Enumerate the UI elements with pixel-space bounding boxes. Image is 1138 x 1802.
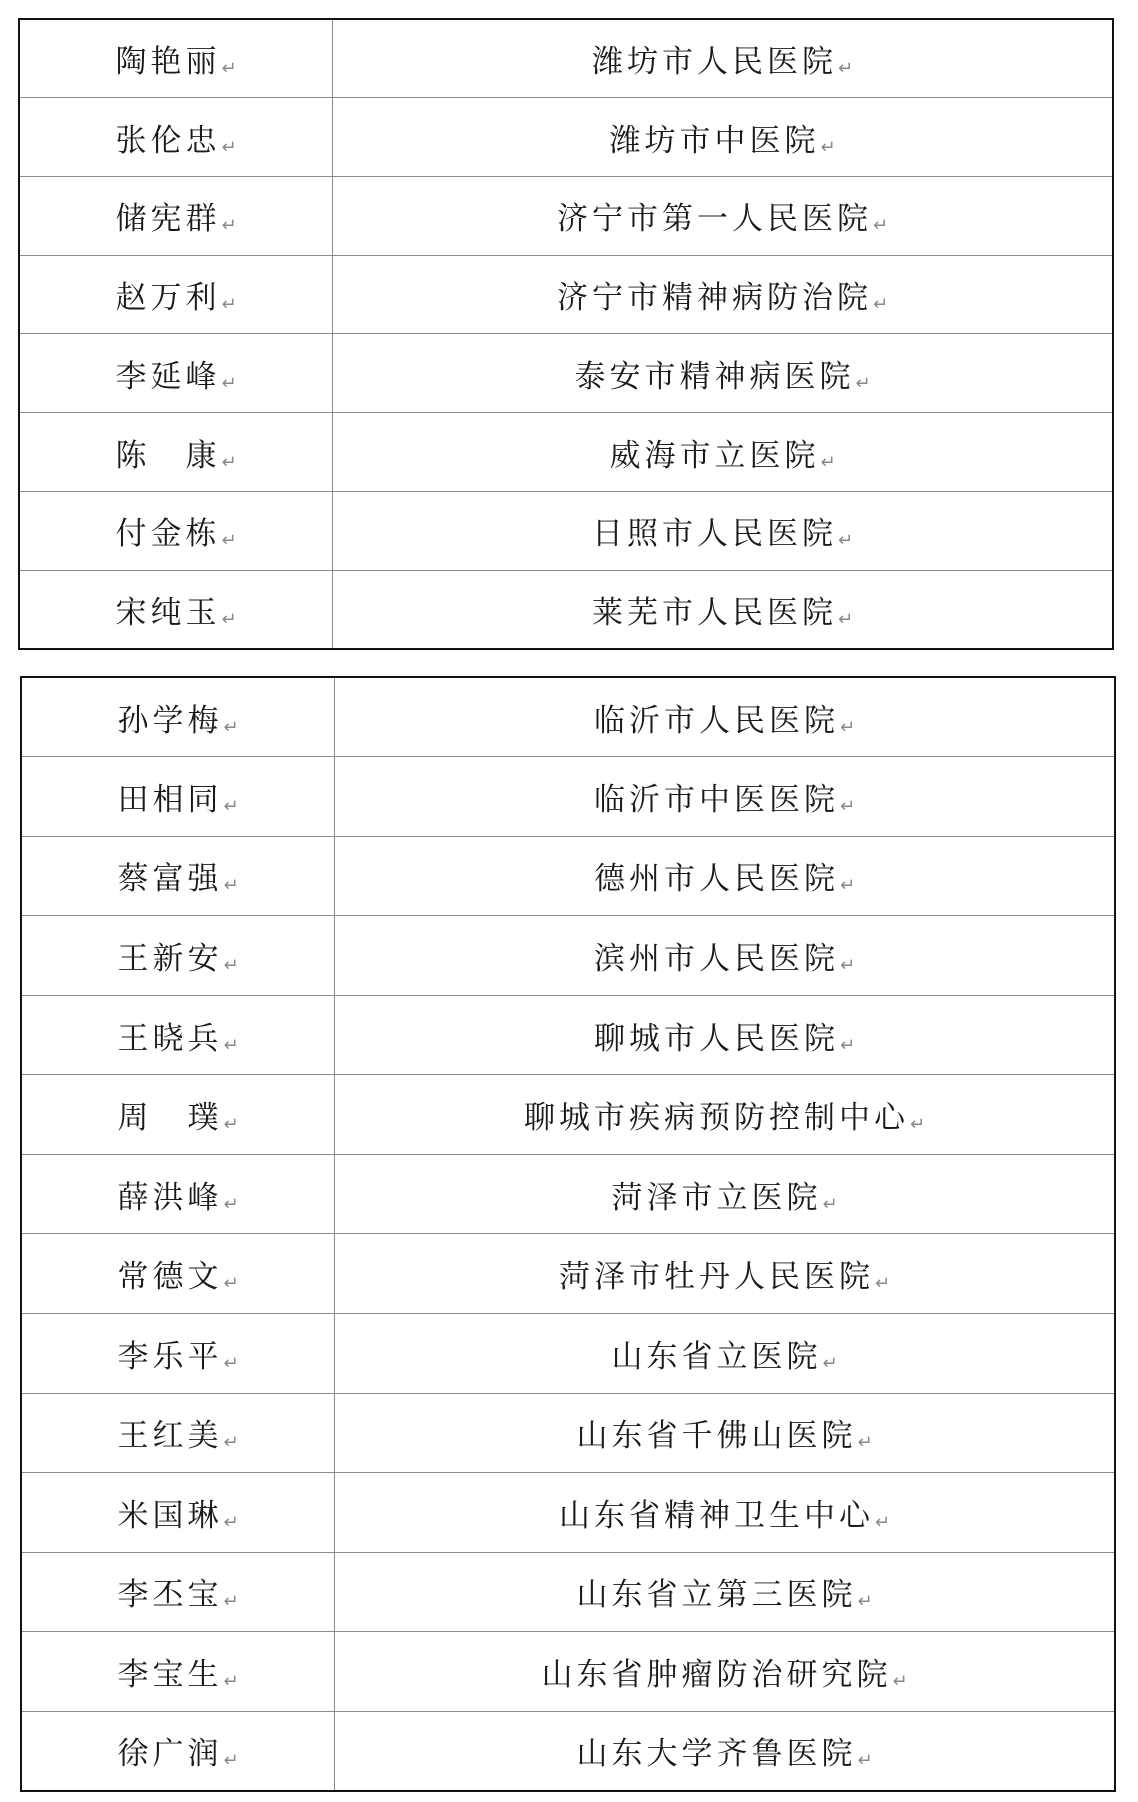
organization-cell [333, 491, 1113, 570]
organization-cell [335, 1632, 1115, 1712]
person-name: 李乐平 [117, 1338, 223, 1375]
table-row [20, 334, 1112, 413]
organization-name: 聊城市疾病预防控制中心 [523, 1100, 909, 1137]
table-row [20, 177, 1112, 256]
name-cell [20, 20, 333, 98]
name-cell [22, 995, 335, 1075]
name-cell [20, 334, 333, 413]
paragraph-mark-icon: ↵ [221, 530, 237, 552]
table-row [22, 1473, 1114, 1553]
organization-cell [335, 1234, 1115, 1314]
paragraph-mark-icon: ↵ [872, 294, 889, 316]
paragraph-mark-icon: ↵ [223, 1114, 239, 1136]
paragraph-mark-icon: ↵ [223, 1273, 239, 1295]
table-row [22, 1314, 1114, 1394]
name-cell [22, 916, 335, 996]
organization-name: 滨州市人民医院 [593, 941, 839, 978]
paragraph-mark-icon: ↵ [223, 1352, 239, 1374]
organization-cell [335, 916, 1115, 996]
paragraph-mark-icon: ↵ [839, 716, 856, 738]
paragraph-mark-icon: ↵ [221, 294, 237, 316]
organization-name: 日照市人民医院 [591, 516, 837, 553]
organization-cell [335, 1154, 1115, 1234]
paragraph-mark-icon: ↵ [839, 955, 856, 977]
paragraph-mark-icon: ↵ [839, 795, 856, 817]
person-name: 薛洪峰 [117, 1179, 223, 1216]
paragraph-mark-icon: ↵ [892, 1670, 908, 1692]
organization-cell [335, 1393, 1115, 1473]
person-name: 赵万利 [115, 280, 221, 317]
name-cell [22, 836, 335, 916]
table-row [20, 570, 1112, 648]
paragraph-mark-icon: ↵ [223, 1511, 239, 1533]
name-cell [20, 570, 333, 648]
paragraph-mark-icon: ↵ [820, 451, 836, 473]
organization-name: 菏泽市牡丹人民医院 [558, 1259, 874, 1296]
organization-name: 潍坊市人民医院 [591, 44, 837, 81]
paragraph-mark-icon: ↵ [223, 1432, 239, 1454]
organization-cell [335, 1314, 1115, 1394]
person-name: 陈 康 [115, 437, 221, 474]
name-cell [22, 1711, 335, 1790]
paragraph-mark-icon: ↵ [839, 1034, 856, 1056]
organization-cell [335, 678, 1115, 757]
table-row [22, 1234, 1114, 1314]
table-row [22, 995, 1114, 1075]
paragraph-mark-icon: ↵ [221, 215, 237, 237]
person-name: 付金栋 [115, 516, 221, 553]
name-cell [20, 98, 333, 177]
person-name: 李宝生 [117, 1656, 223, 1693]
paragraph-mark-icon: ↵ [221, 372, 237, 394]
table-row [22, 916, 1114, 996]
paragraph-mark-icon: ↵ [223, 1670, 239, 1692]
organization-name: 山东省立医院 [611, 1338, 822, 1375]
paragraph-mark-icon: ↵ [822, 1352, 838, 1374]
organization-name: 济宁市精神病防治院 [556, 280, 872, 317]
paragraph-mark-icon: ↵ [839, 875, 856, 897]
name-cell [22, 1632, 335, 1712]
organization-name: 济宁市第一人民医院 [556, 201, 872, 238]
organization-name: 山东省立第三医院 [576, 1577, 857, 1614]
person-name: 田相同 [117, 781, 223, 818]
table-row [22, 678, 1114, 757]
paragraph-mark-icon: ↵ [221, 608, 237, 630]
organization-cell [335, 836, 1115, 916]
table-row [22, 757, 1114, 837]
organization-name: 临沂市中医医院 [593, 781, 839, 818]
organization-cell [335, 995, 1115, 1075]
organization-name: 山东大学齐鲁医院 [576, 1736, 857, 1773]
table-row [20, 98, 1112, 177]
person-name: 孙学梅 [117, 702, 223, 739]
paragraph-mark-icon: ↵ [223, 716, 239, 738]
organization-name: 泰安市精神病医院 [574, 358, 855, 395]
name-cell [20, 255, 333, 334]
paragraph-mark-icon: ↵ [857, 1591, 873, 1613]
organization-cell [333, 413, 1113, 492]
organization-cell [335, 1075, 1115, 1155]
person-name: 陶艳丽 [115, 44, 221, 81]
paragraph-mark-icon: ↵ [223, 795, 239, 817]
name-cell [20, 491, 333, 570]
table-row [22, 1711, 1114, 1790]
paragraph-mark-icon: ↵ [221, 136, 237, 158]
paragraph-mark-icon: ↵ [223, 875, 239, 897]
organization-name: 山东省千佛山医院 [576, 1418, 857, 1455]
table-row [22, 1552, 1114, 1632]
paragraph-mark-icon: ↵ [223, 1193, 239, 1215]
organization-cell [333, 20, 1113, 98]
name-cell [20, 413, 333, 492]
paragraph-mark-icon: ↵ [857, 1432, 873, 1454]
person-name: 张伦忠 [115, 122, 221, 159]
paragraph-mark-icon: ↵ [874, 1273, 891, 1295]
expert-table-2 [20, 676, 1116, 1792]
name-cell [22, 1393, 335, 1473]
person-name: 李延峰 [115, 358, 221, 395]
name-cell [22, 1473, 335, 1553]
paragraph-mark-icon: ↵ [872, 215, 889, 237]
paragraph-mark-icon: ↵ [822, 1193, 838, 1215]
organization-name: 德州市人民医院 [593, 861, 839, 898]
organization-name: 山东省精神卫生中心 [558, 1497, 874, 1534]
organization-cell [333, 255, 1113, 334]
person-name: 李丕宝 [117, 1577, 223, 1614]
paragraph-mark-icon: ↵ [857, 1750, 873, 1772]
person-name: 王红美 [117, 1418, 223, 1455]
name-cell [22, 678, 335, 757]
paragraph-mark-icon: ↵ [837, 530, 854, 552]
paragraph-mark-icon: ↵ [855, 372, 871, 394]
organization-cell [335, 757, 1115, 837]
name-cell [20, 177, 333, 256]
person-name: 储宪群 [115, 201, 221, 238]
name-cell [22, 1552, 335, 1632]
paragraph-mark-icon: ↵ [837, 608, 854, 630]
paragraph-mark-icon: ↵ [837, 58, 854, 80]
expert-table-1 [18, 18, 1114, 650]
table-row [22, 836, 1114, 916]
person-name: 王新安 [117, 941, 223, 978]
paragraph-mark-icon: ↵ [820, 136, 836, 158]
paragraph-mark-icon: ↵ [874, 1511, 891, 1533]
organization-name: 威海市立医院 [609, 437, 820, 474]
organization-cell [333, 334, 1113, 413]
name-cell [22, 1075, 335, 1155]
table-row [20, 255, 1112, 334]
table-row [22, 1393, 1114, 1473]
organization-name: 山东省肿瘤防治研究院 [541, 1656, 892, 1693]
organization-name: 临沂市人民医院 [593, 702, 839, 739]
organization-cell [335, 1711, 1115, 1790]
organization-cell [333, 177, 1113, 256]
organization-cell [333, 570, 1113, 648]
table-row [20, 413, 1112, 492]
name-cell [22, 757, 335, 837]
name-cell [22, 1234, 335, 1314]
paragraph-mark-icon: ↵ [221, 58, 237, 80]
person-name: 周 璞 [117, 1100, 223, 1137]
table-row [22, 1075, 1114, 1155]
organization-cell [333, 98, 1113, 177]
person-name: 王晓兵 [117, 1020, 223, 1057]
table-row [20, 20, 1112, 98]
organization-name: 聊城市人民医院 [593, 1020, 839, 1057]
paragraph-mark-icon: ↵ [221, 451, 237, 473]
table-row [22, 1154, 1114, 1234]
paragraph-mark-icon: ↵ [223, 1591, 239, 1613]
organization-name: 菏泽市立医院 [611, 1179, 822, 1216]
person-name: 徐广润 [117, 1736, 223, 1773]
organization-cell [335, 1552, 1115, 1632]
person-name: 蔡富强 [117, 861, 223, 898]
person-name: 宋纯玉 [115, 594, 221, 631]
paragraph-mark-icon: ↵ [223, 955, 239, 977]
person-name: 常德文 [117, 1259, 223, 1296]
paragraph-mark-icon: ↵ [909, 1114, 926, 1136]
paragraph-mark-icon: ↵ [223, 1750, 239, 1772]
table-row [22, 1632, 1114, 1712]
name-cell [22, 1314, 335, 1394]
paragraph-mark-icon: ↵ [223, 1034, 239, 1056]
table-row [20, 491, 1112, 570]
organization-cell [335, 1473, 1115, 1553]
organization-name: 莱芜市人民医院 [591, 594, 837, 631]
name-cell [22, 1154, 335, 1234]
person-name: 米国琳 [117, 1497, 223, 1534]
organization-name: 潍坊市中医院 [609, 122, 820, 159]
